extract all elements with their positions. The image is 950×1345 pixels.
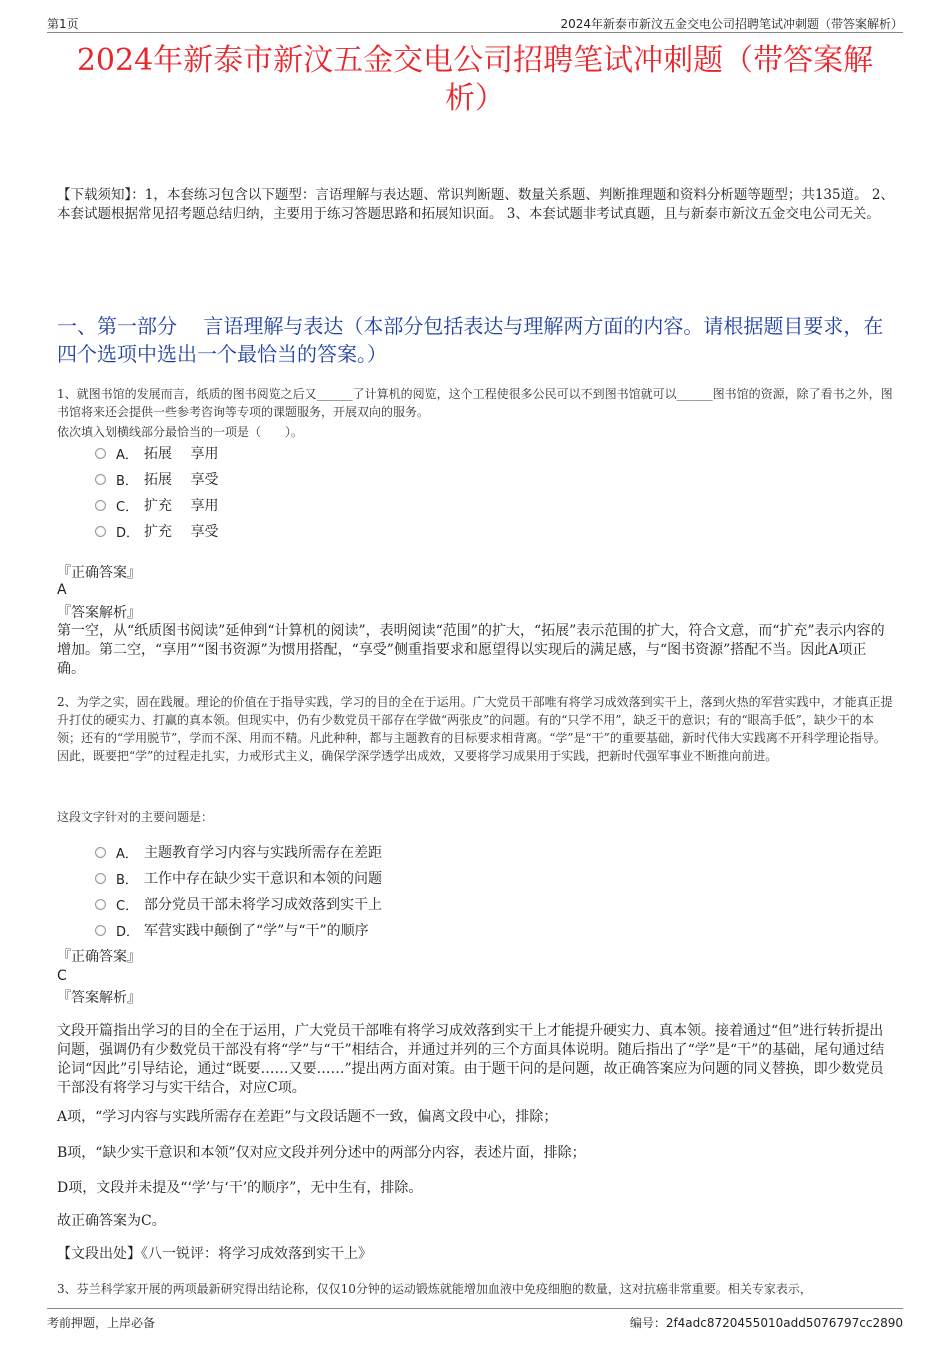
q1-options xyxy=(95,440,695,544)
q2-option-c[interactable]: C． 部分党员干部未将学习成效落到实干上 xyxy=(95,891,695,917)
page-title: 2024年新泰市新汶五金交电公司招聘笔试冲刺题（带答案解析） xyxy=(76,43,874,116)
q2-options xyxy=(95,839,695,943)
q2-prompt: 这段文字针对的主要问题是： xyxy=(57,810,214,824)
footer-doc-id: 编号：2f4adc8720455010add5076797cc2890 xyxy=(629,1316,903,1330)
download-notice: 【下载须知】：1，本套练习包含以下题型：言语理解与表达题、常识判断题、数量关系题、判断推理题和资料分析题等题型；共135道。 2、本套试题根据常见招考题总结归纳，主要用于练习答题思路和拓展知识面。 3、本套试题非考试真题，且与新泰市新汶五金交电公司无关。 xyxy=(57,187,894,222)
q2-source: 【文段出处】《八一锐评：将学习成效落到实干上》 xyxy=(57,1246,372,1262)
q1-option-c[interactable]: C． 扩充 享用 xyxy=(95,492,695,518)
q1-stem: 1、就图书馆的发展而言，纸质的图书阅览之后又______了计算机的阅览，这个工程使很多公民可以不到图书馆就可以______图书馆的资源，除了看书之外，图书馆将来还会提供一些参考咨询等专项的课题服务，开展双向的服务。 xyxy=(57,387,893,419)
q2-note-a: A项，“学习内容与实践所需存在差距”与文段话题不一致，偏离文段中心，排除； xyxy=(57,1109,558,1125)
page-footer xyxy=(47,1308,903,1331)
radio-icon[interactable] xyxy=(95,873,106,884)
q1-option-a[interactable]: A． 拓展 享用 xyxy=(95,440,695,466)
q1-answer-label: 『正确答案』 xyxy=(57,565,141,581)
radio-icon[interactable] xyxy=(95,899,106,910)
radio-icon[interactable] xyxy=(95,500,106,511)
q1-option-d[interactable]: D． 扩充 享受 xyxy=(95,518,695,544)
q2-analysis-label: 『答案解析』 xyxy=(57,990,141,1006)
q2-answer: C xyxy=(57,968,67,984)
q2-stem: 2、为学之实，固在践履。理论的价值在于指导实践，学习的目的全在于运用。广大党员干部唯有将学习成效落到实干上，落到火热的军营实践中，才能真正提升打仗的硬实力、打赢的真本领。但现实中，仍有少数党员干部存在学做“两张皮”的问题。有的“只学不用”，缺乏干的意识；有的“眼高手低”，缺少干的本领；还有的“学用脱节”，学而不深、用而不精。凡此种种，都与主题教育的目标要求相背离。“学”是“干”的重要基础，新时代伟大实践离不开科学理论指导。因此，既要把“学”的过程走扎实，力戒形式主义，确保学深学透学出成效，又要将学习成果用于实践，把新时代强军事业不断推向前进。 xyxy=(57,695,893,763)
radio-icon[interactable] xyxy=(95,847,106,858)
q2-note-b: B项，“缺少实干意识和本领”仅对应文段并列分述中的两部分内容，表述片面，排除； xyxy=(57,1145,586,1161)
q2-note-d: D项，文段并未提及“‘学’与‘干’的顺序”，无中生有，排除。 xyxy=(57,1180,423,1196)
q2-conclusion: 故正确答案为C。 xyxy=(57,1213,166,1229)
q3-stem: 3、芬兰科学家开展的两项最新研究得出结论称，仅仅10分钟的运动锻炼就能增加血液中免疫细胞的数量，这对抗癌非常重要。相关专家表示， xyxy=(57,1282,812,1296)
page-number: 第1页 xyxy=(47,17,79,31)
q2-analysis: 文段开篇指出学习的目的全在于运用，广大党员干部唯有将学习成效落到实干上才能提升硬实力、真本领。接着通过“但”进行转折提出问题，强调仍有少数党员干部没有将“学”与“干”相结合，并通过并列的三个方面具体说明。随后指出了“学”是“干”的基础，尾句通过结论词“因此”引导结论，通过“既要……又要……”提出两方面对策。由于题干问的是问题，故正确答案应为问题的同义替换，即少数党员干部没有将学习与实干结合，对应C项。 xyxy=(57,1023,885,1096)
q1-option-b[interactable]: B． 拓展 享受 xyxy=(95,466,695,492)
section-title: 一、第一部分 言语理解与表达（本部分包括表达与理解两方面的内容。请根据题目要求，在四个选项中选出一个最恰当的答案。） xyxy=(57,314,884,366)
radio-icon[interactable] xyxy=(95,474,106,485)
page-header xyxy=(47,14,903,33)
q2-option-d[interactable]: D． 军营实践中颠倒了“学”与“干”的顺序 xyxy=(95,917,695,943)
radio-icon[interactable] xyxy=(95,925,106,936)
footer-slogan: 考前押题，上岸必备 xyxy=(47,1316,156,1330)
q1-prompt: 依次填入划横线部分最恰当的一项是（ ）。 xyxy=(57,425,304,439)
header-doc-title: 2024年新泰市新汶五金交电公司招聘笔试冲刺题（带答案解析） xyxy=(560,17,903,31)
radio-icon[interactable] xyxy=(95,526,106,537)
q2-option-b[interactable]: B． 工作中存在缺少实干意识和本领的问题 xyxy=(95,865,695,891)
q1-analysis-label: 『答案解析』 xyxy=(57,605,141,621)
q1-analysis: 第一空，从“纸质图书阅读”延伸到“计算机的阅读”，表明阅读“范围”的扩大，“拓展”表示范围的扩大，符合文意，而“扩充”表示内容的增加。第二空，“享用”“图书资源”为惯用搭配，“享受”侧重指要求和愿望得以实现后的满足感，与“图书资源”搭配不当。因此A项正确。 xyxy=(57,623,885,677)
q2-option-a[interactable]: A． 主题教育学习内容与实践所需存在差距 xyxy=(95,839,695,865)
q1-answer: A xyxy=(57,582,67,598)
radio-icon[interactable] xyxy=(95,448,106,459)
q2-answer-label: 『正确答案』 xyxy=(57,949,141,965)
